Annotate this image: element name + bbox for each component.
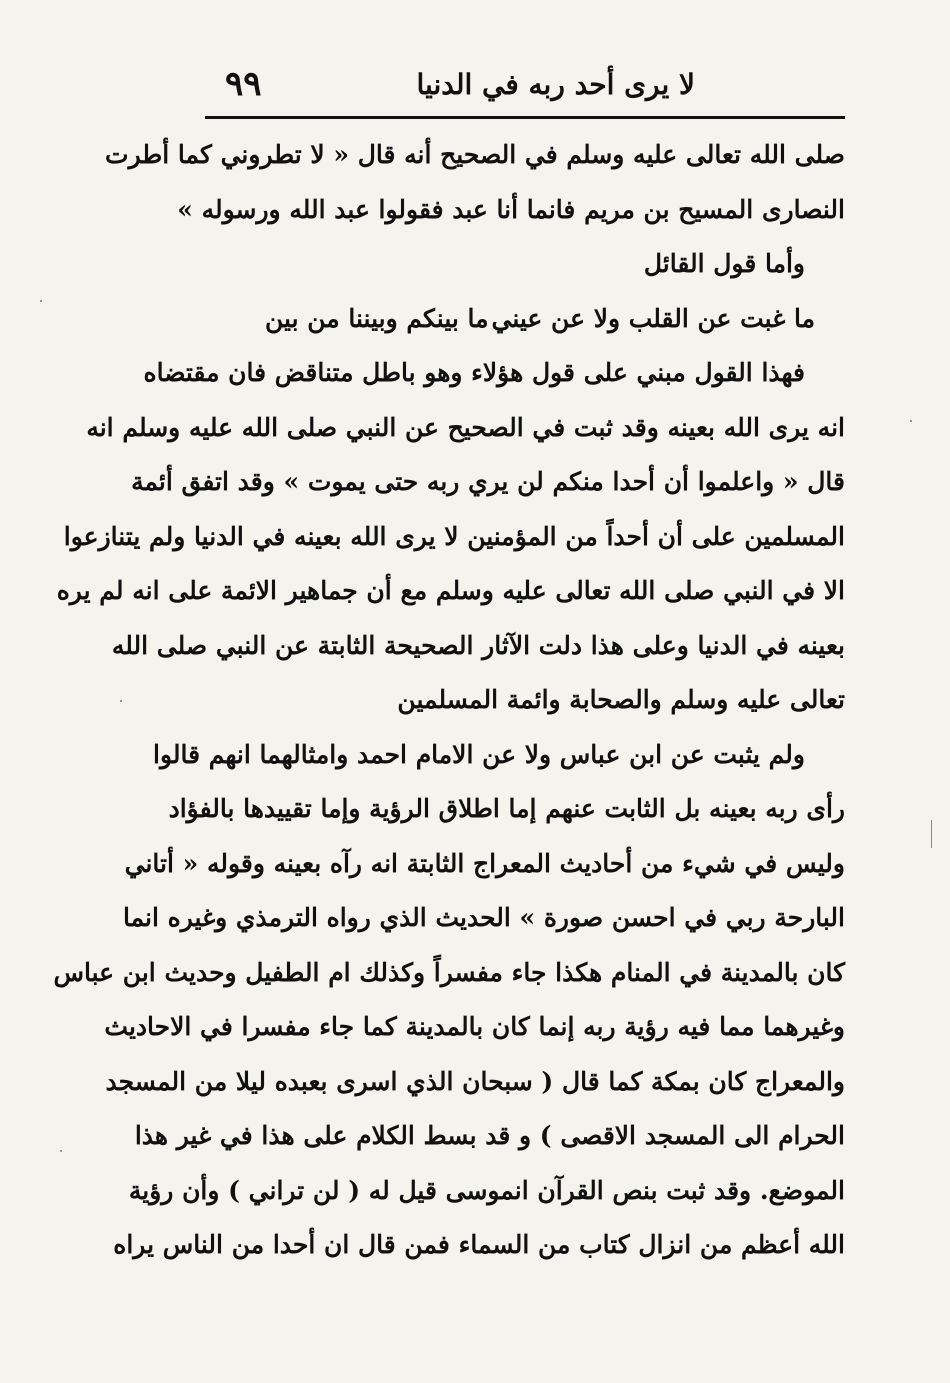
paper-speckle bbox=[910, 420, 912, 422]
text-line: الموضع. وقد ثبت بنص القرآن انموسى قيل له ( لن تراني ) وأن رؤية bbox=[128, 1175, 845, 1205]
verse-line bbox=[205, 292, 845, 347]
body-text bbox=[53, 128, 845, 1273]
text-line: بعينه في الدنيا وعلى هذا دلت الآثار الصحيحة الثابتة عن النبي صلى الله bbox=[111, 630, 845, 660]
text-line: البارحة ربي في احسن صورة » الحديث الذي رواه الترمذي وغيره انما bbox=[122, 903, 845, 932]
text-line: صلى الله تعالى عليه وسلم في الصحيح أنه قال « لا تطروني كما أطرت bbox=[105, 140, 845, 169]
margin-mark bbox=[931, 820, 942, 848]
text-line: وغيرهما مما فيه رؤية ربه إنما كان بالمدينة كما جاء مفسرا في الاحاديث bbox=[104, 1012, 845, 1041]
text-line: النصارى المسيح بن مريم فانما أنا عبد فقولوا عبد الله ورسوله » bbox=[177, 194, 845, 224]
text-line: رأى ربه بعينه بل الثابت عنهم إما اطلاق الرؤية وإما تقييدها بالفؤاد bbox=[168, 794, 845, 823]
page-header bbox=[205, 62, 845, 116]
text-line: الا في النبي صلى الله تعالى عليه وسلم مع أن جماهير الائمة على انه لم يره bbox=[56, 576, 845, 605]
text-line: انه يرى الله بعينه وقد ثبت في الصحيح عن النبي صلى الله عليه وسلم انه bbox=[86, 412, 845, 442]
paper-speckle bbox=[40, 300, 42, 302]
text-line: تعالى عليه وسلم والصحابة وائمة المسلمين bbox=[397, 685, 845, 714]
paper-speckle bbox=[120, 700, 122, 702]
page-number: ٩٩ bbox=[225, 64, 262, 104]
text-line: فهذا القول مبني على قول هؤلاء وهو باطل متناقض فان مقتضاه bbox=[143, 358, 805, 387]
text-line: الله أعظم من انزال كتاب من السماء فمن قال ان أحدا من الناس يراه bbox=[113, 1230, 845, 1259]
text-line: وأما قول القائل bbox=[643, 249, 805, 278]
paper-speckle bbox=[60, 1150, 62, 1152]
running-title: لا يرى أحد ربه في الدنيا bbox=[416, 68, 695, 101]
text-line: والمعراج كان بمكة كما قال ( سبحان الذي اسرى بعبده ليلا من المسجد bbox=[105, 1066, 845, 1096]
text-line: قال « واعلموا أن أحدا منكم لن يري ربه حتى يموت » وقد اتفق أئمة bbox=[131, 467, 845, 496]
verse-hemistich-1: ما غبت عن القلب ولا عن عيني bbox=[491, 303, 815, 333]
text-line: ولم يثبت عن ابن عباس ولا عن الامام احمد وامثالهما انهم قالوا bbox=[153, 739, 805, 769]
text-line: وليس في شيء من أحاديث المعراج الثابتة انه رآه بعينه وقوله « أتاني bbox=[124, 848, 845, 878]
text-line: الحرام الى المسجد الاقصى ) و قد بسط الكلام على هذا في غير هذا bbox=[134, 1121, 845, 1150]
header-rule bbox=[205, 116, 845, 119]
text-line: كان بالمدينة في المنام هكذا جاء مفسراً وكذلك ام الطفيل وحديث ابن عباس bbox=[53, 957, 845, 987]
text-line: المسلمين على أن أحداً من المؤمنين لا يرى الله بعينه في الدنيا ولم يتنازعوا bbox=[63, 521, 845, 551]
verse-hemistich-2: ما بينكم وبيننا من بين bbox=[265, 303, 489, 333]
